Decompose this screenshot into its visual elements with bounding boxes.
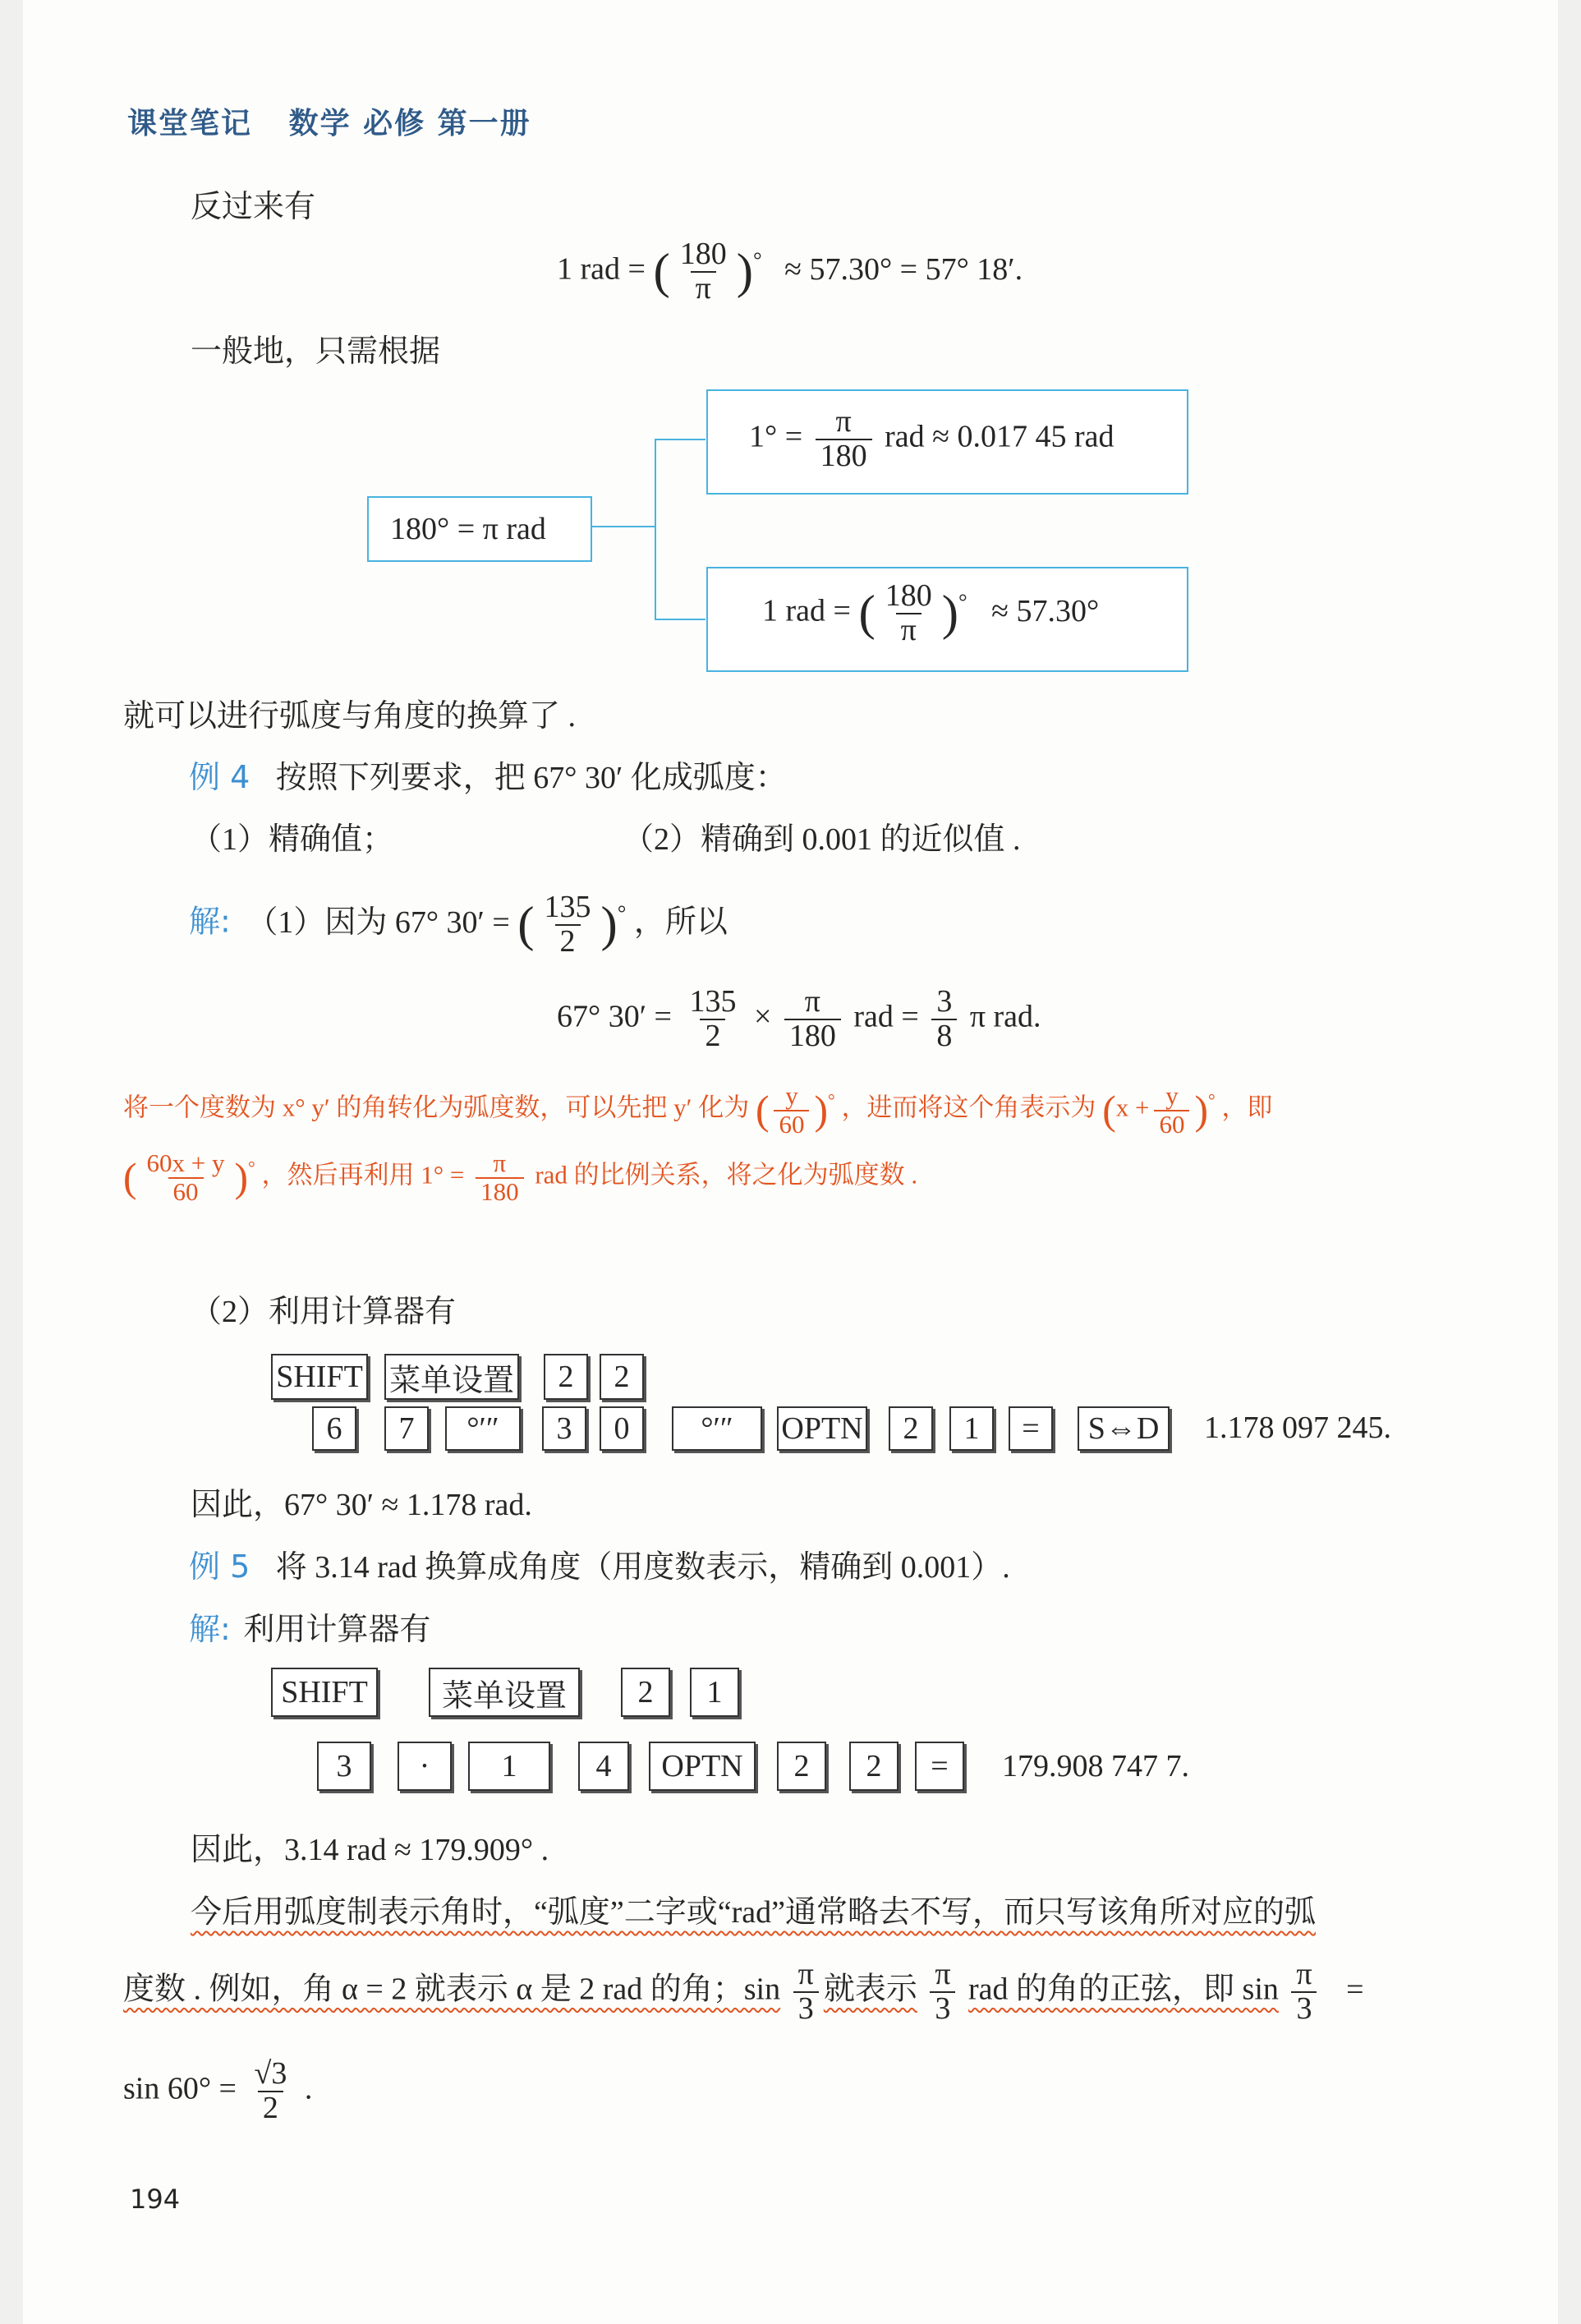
paren-open: (: [653, 243, 670, 299]
paren-close: ): [736, 243, 753, 299]
example4-line: [189, 752, 787, 797]
closing-text-2a: 度数 . 例如，角 α = 2 就表示 α 是 2 rad 的角；sin: [123, 1972, 781, 2007]
top-fraction: [816, 406, 872, 473]
key-2: 2: [600, 1354, 644, 1400]
top-num: π: [835, 404, 852, 439]
note-fraction-1: [774, 1083, 809, 1138]
key-1: 1: [468, 1742, 550, 1791]
fraction-den: π: [691, 271, 716, 306]
diagram-top-text: [749, 406, 1115, 473]
fraction-den: 180: [784, 1019, 841, 1053]
solution-suffix: ，所以: [633, 904, 728, 940]
diagram-center-box: [367, 496, 592, 562]
example5-therefore: 因此，3.14 rad ≈ 179.909° .: [191, 1833, 549, 1867]
bottom-den: π: [896, 613, 921, 647]
fraction-num: √3: [254, 2056, 287, 2091]
calc1-therefore: 因此，67° 30′ ≈ 1.178 rad.: [191, 1488, 532, 1522]
degree-mark: °: [828, 1090, 835, 1111]
key-3: 3: [542, 1406, 586, 1451]
key-2: 2: [544, 1354, 588, 1400]
degree-mark: °: [1207, 1090, 1216, 1111]
fraction-den: 3: [793, 1991, 819, 2026]
fraction-den: 8: [931, 1019, 957, 1053]
page-number: 194: [130, 2184, 181, 2215]
paren-close: ): [814, 1088, 828, 1134]
paren-open: (: [755, 1088, 770, 1134]
note-text-c: ，即: [1221, 1093, 1273, 1122]
paren-open: (: [517, 896, 535, 952]
diagram-bottom-text: [762, 580, 1099, 647]
subject-title: 数学 必修 第一册: [288, 107, 531, 140]
solution-text: 利用计算器有: [243, 1613, 431, 1647]
solution-label: 解:: [189, 903, 231, 940]
calc1-intro: （2）利用计算器有: [191, 1295, 457, 1329]
key-equals: =: [1009, 1406, 1053, 1451]
fraction: [675, 238, 732, 306]
calc1-result: 1.178 097 245.: [1204, 1411, 1391, 1445]
fraction-num: y: [785, 1081, 798, 1110]
key-optn: OPTN: [649, 1742, 756, 1791]
key-1: 1: [690, 1668, 739, 1717]
fraction-num: y: [1165, 1081, 1179, 1110]
closing-text-1: 今后用弧度制表示角时，“弧度”二字或“rad”通常略去不写，而只写该角所对应的弧: [191, 1895, 1316, 1930]
fraction-num: π: [1296, 1957, 1312, 1991]
solution-prefix: （1）因为 67° 30′ =: [246, 904, 510, 940]
note-line-1: [123, 1083, 1272, 1138]
running-header: [127, 100, 531, 142]
fraction-den: 2: [700, 1019, 725, 1053]
example4-label: 例 4: [189, 759, 250, 795]
fraction-num: π: [935, 1957, 951, 1991]
connector-top: [655, 439, 705, 440]
fraction-num: π: [804, 984, 820, 1019]
key-2: 2: [777, 1742, 826, 1791]
key-optn: OPTN: [777, 1406, 867, 1451]
paren-open: (: [1102, 1088, 1116, 1134]
closing-line-1: [191, 1886, 1316, 1931]
fraction-num: 3: [936, 984, 953, 1019]
fraction-den: 2: [258, 2091, 283, 2125]
closing-line-3: [123, 2058, 312, 2125]
key-6: 6: [312, 1406, 356, 1451]
example5-line: [189, 1541, 1010, 1586]
eq-prefix: 1 rad =: [557, 251, 646, 287]
note-fraction-3: [142, 1150, 230, 1205]
key-menu-setup: 菜单设置: [429, 1668, 580, 1717]
key-2: 2: [621, 1668, 670, 1717]
key-0: 0: [600, 1406, 644, 1451]
eq2-mid: rad =: [853, 999, 919, 1034]
fraction-num: 135: [544, 890, 591, 924]
paren-open: (: [123, 1155, 137, 1201]
closing-line-2: [123, 1958, 1364, 2026]
bottom-num: 180: [885, 578, 932, 613]
top-suffix: rad ≈ 0.017 45 rad: [885, 419, 1115, 454]
note-x: x +: [1115, 1093, 1150, 1122]
note-text-d: ，然后再利用 1° =: [261, 1160, 465, 1190]
closing-fraction-2: [930, 1958, 955, 2026]
diagram-bottom-box: [706, 567, 1188, 672]
fraction-den: 3: [1291, 1991, 1317, 2026]
example5-label: 例 5: [189, 1549, 250, 1585]
note-line-2: [123, 1150, 917, 1205]
eq2-prefix: 67° 30′ =: [557, 999, 672, 1034]
conclude-text: 就可以进行弧度与角度的换算了 .: [123, 699, 577, 734]
note-text-b: ，进而将这个角表示为: [841, 1093, 1096, 1122]
key-degree-minute-second: °′″: [445, 1406, 521, 1451]
equation-rad-to-degree: [557, 238, 1023, 306]
degree-mark: °: [248, 1157, 255, 1178]
key-menu-setup: 菜单设置: [384, 1354, 519, 1400]
page-edge-left: [0, 0, 23, 2324]
key-decimal-point: ·: [398, 1742, 452, 1791]
bottom-suffix: ≈ 57.30°: [991, 593, 1100, 628]
key-2: 2: [849, 1742, 899, 1791]
key-equals: =: [915, 1742, 964, 1791]
solution-fraction: [540, 891, 596, 959]
example4-solution-line: [189, 891, 728, 959]
example5-question: 将 3.14 rad 换算成角度（用度数表示，精确到 0.001）.: [275, 1550, 1010, 1585]
closing-fraction-1: [793, 1958, 819, 2026]
fraction-num: π: [493, 1148, 507, 1177]
fraction-num: 180: [679, 237, 727, 271]
fraction-den: 60: [168, 1177, 204, 1206]
example4-part2: （2）精确到 0.001 的近似值 .: [623, 822, 1021, 857]
example4-part1: （1）精确值；: [191, 822, 394, 857]
times-sign: ×: [753, 999, 772, 1034]
paren-close: ): [941, 585, 958, 641]
degree-mark: °: [958, 588, 967, 614]
bottom-prefix: 1 rad =: [762, 593, 851, 628]
closing-fraction-3: [1291, 1958, 1317, 2026]
connector-bottom: [655, 619, 705, 620]
general-text: 一般地，只需根据: [191, 334, 441, 369]
example4-question: 按照下列要求，把 67° 30′ 化成弧度：: [275, 761, 787, 795]
key-4: 4: [578, 1742, 629, 1791]
key-7: 7: [384, 1406, 429, 1451]
closing-text-2c: rad 的角的正弦，即 sin: [968, 1972, 1279, 2007]
closing-text-3a: sin 60° =: [123, 2071, 237, 2106]
fraction-num: π: [797, 1957, 814, 1991]
eq2-fraction-3: [931, 986, 957, 1053]
closing-text-2b: 就表示: [823, 1972, 917, 2007]
connector-h: [591, 526, 655, 527]
degree-mark: °: [617, 900, 627, 925]
connector-v: [655, 439, 656, 619]
eq2-fraction-2: [784, 986, 841, 1053]
intro-text: 反过来有: [191, 190, 316, 224]
eq-suffix: ≈ 57.30° = 57° 18′.: [784, 251, 1023, 287]
top-prefix: 1° =: [749, 419, 803, 454]
degree-mark: °: [752, 246, 762, 272]
key-2: 2: [889, 1406, 933, 1451]
fraction-den: 180: [476, 1177, 524, 1206]
book-title: 课堂笔记: [127, 107, 253, 140]
paren-close: ): [600, 896, 618, 952]
diagram-top-box: [706, 389, 1188, 495]
paren-close: ): [234, 1155, 249, 1201]
eq2-fraction-1: [684, 986, 741, 1053]
note-fraction-2: [1154, 1083, 1189, 1138]
fraction-num: 60x + y: [146, 1148, 225, 1177]
key-1: 1: [949, 1406, 994, 1451]
fraction-num: 135: [689, 984, 737, 1019]
key-s-d: S⇔D: [1078, 1406, 1170, 1451]
paren-close: ): [1194, 1088, 1208, 1134]
fraction-den: 3: [930, 1991, 955, 2026]
note-text-a: 将一个度数为 x° y′ 的角转化为弧度数，可以先把 y′ 化为: [123, 1093, 750, 1122]
calc2-result: 179.908 747 7.: [1002, 1749, 1189, 1783]
equals-sign: =: [1346, 1972, 1364, 2007]
key-shift: SHIFT: [271, 1668, 378, 1717]
closing-fraction-sqrt: [249, 2058, 292, 2125]
note-text-e: rad 的比例关系，将之化为弧度数 .: [535, 1160, 918, 1190]
fraction-den: 60: [1154, 1110, 1189, 1139]
page-edge-right: [1558, 0, 1581, 2324]
bottom-fraction: [880, 580, 937, 647]
fraction-den: 2: [555, 924, 581, 959]
solution-label: 解:: [189, 1611, 231, 1647]
eq2-suffix: π rad.: [969, 999, 1041, 1034]
key-3: 3: [317, 1742, 371, 1791]
key-degree-minute-second: °′″: [672, 1406, 762, 1451]
example4-equation: [557, 986, 1041, 1053]
key-shift: SHIFT: [271, 1354, 368, 1400]
paren-open: (: [858, 585, 876, 641]
top-den: 180: [816, 439, 872, 473]
period: .: [304, 2071, 313, 2106]
example5-solution-line: [189, 1604, 430, 1649]
fraction-den: 60: [774, 1110, 809, 1139]
note-fraction-4: [476, 1150, 524, 1205]
diagram-center-text: 180° = π rad: [390, 512, 546, 546]
